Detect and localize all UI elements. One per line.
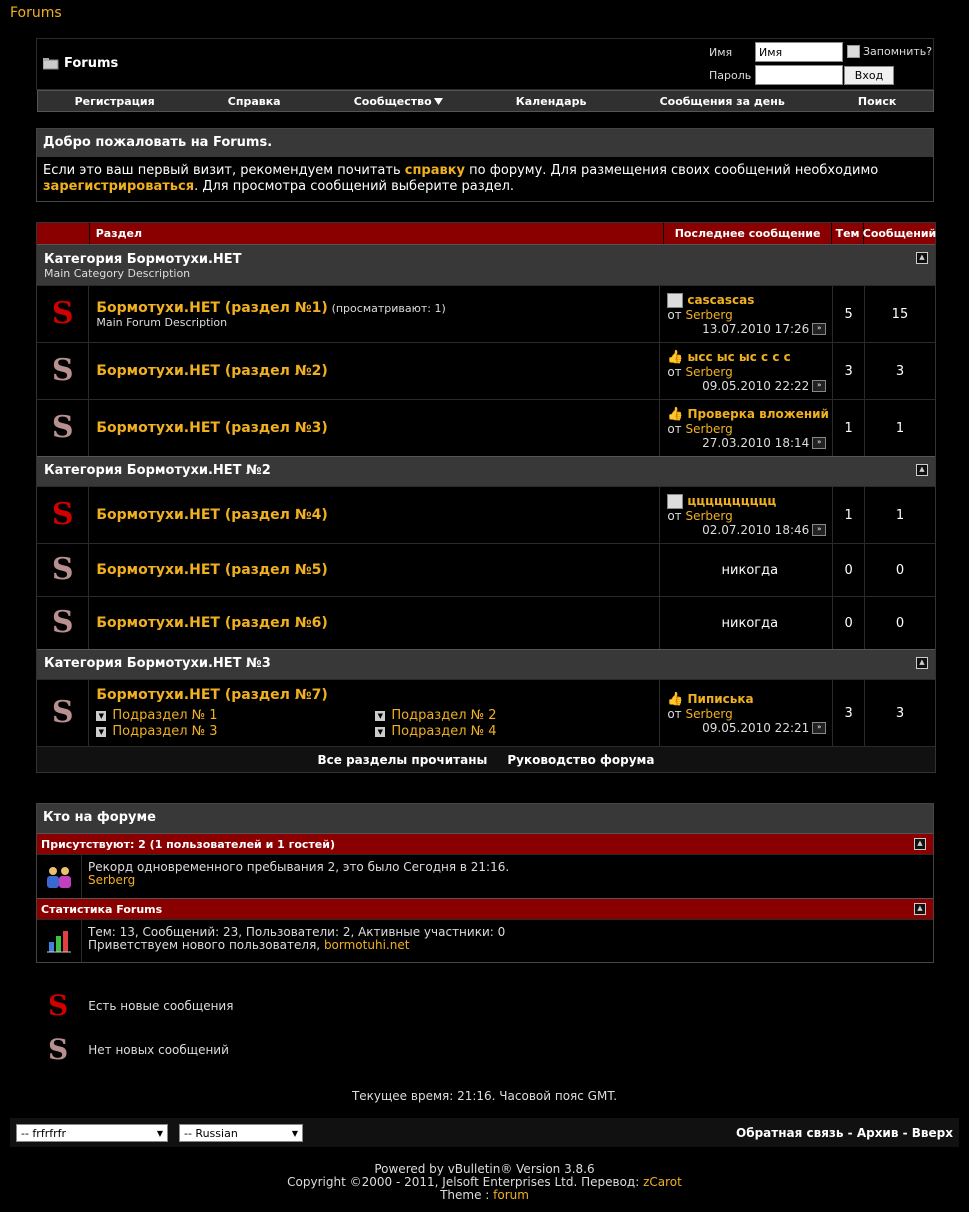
post-count: 1 bbox=[895, 420, 905, 436]
th-icon bbox=[37, 223, 90, 244]
thread-count: 3 bbox=[833, 680, 865, 746]
by-label: от bbox=[667, 364, 682, 379]
online-header bbox=[37, 833, 933, 854]
table-header bbox=[37, 223, 935, 244]
welcome-body bbox=[37, 157, 933, 201]
no-new-posts-icon: S bbox=[51, 353, 74, 388]
password-input[interactable] bbox=[755, 65, 843, 85]
no-new-posts-icon: S bbox=[51, 410, 74, 445]
stats-row bbox=[37, 919, 933, 962]
header bbox=[36, 38, 934, 90]
footer-sep: - bbox=[898, 1126, 912, 1140]
last-post-date: 27.03.2010 18:14 bbox=[702, 435, 810, 450]
copyright-text: Copyright ©2000 - 2011, Jelsoft Enterprises Ltd. Перевод: bbox=[287, 1175, 644, 1189]
welcome-panel bbox=[36, 128, 934, 202]
legend-old-label: Нет новых сообщений bbox=[88, 1043, 229, 1057]
th-last-post: Последнее сообщение bbox=[664, 223, 832, 244]
nav-register[interactable]: Регистрация bbox=[74, 94, 155, 108]
header-title-wrap bbox=[43, 56, 118, 71]
forum-status-icon bbox=[37, 544, 89, 596]
forum-row bbox=[37, 342, 935, 399]
welcome-text-3: . Для просмотра сообщений выберите раздел. bbox=[194, 179, 515, 194]
legend-new-label: Есть новые сообщения bbox=[88, 999, 234, 1013]
last-post-cell bbox=[660, 400, 833, 456]
by-label: от bbox=[667, 706, 682, 721]
thread-count: 1 bbox=[833, 487, 865, 543]
goto-last-post-icon[interactable]: » bbox=[812, 722, 826, 734]
post-count: 1 bbox=[895, 507, 905, 523]
post-count: 0 bbox=[895, 562, 905, 578]
last-post-user[interactable]: Serberg bbox=[685, 421, 733, 436]
collapse-icon[interactable]: ▲ bbox=[914, 903, 926, 915]
thread-count: 0 bbox=[833, 597, 865, 649]
remember-label: Запомнить? bbox=[863, 45, 933, 58]
nav-search[interactable]: Поиск bbox=[857, 94, 897, 108]
top-forums-link[interactable]: Forums bbox=[10, 5, 62, 21]
category-title[interactable]: Категория Бормотухи.НЕТ №2 bbox=[44, 463, 271, 478]
table-bottom-links bbox=[37, 746, 935, 772]
online-row bbox=[37, 854, 933, 898]
post-count: 3 bbox=[895, 363, 905, 379]
last-post-cell bbox=[660, 680, 833, 746]
language-select-value: -- Russian bbox=[184, 1126, 238, 1140]
last-post-title[interactable]: Пиписька bbox=[687, 692, 754, 706]
no-new-posts-icon: S bbox=[51, 552, 74, 587]
forum-viewing: (просматривают: 1) bbox=[331, 301, 446, 315]
collapse-icon[interactable]: ▲ bbox=[916, 657, 928, 669]
forum-cell bbox=[89, 343, 660, 399]
forum-status-icon bbox=[37, 400, 89, 456]
new-posts-icon: S bbox=[48, 989, 69, 1022]
remember-checkbox[interactable] bbox=[847, 45, 860, 58]
post-count: 0 bbox=[895, 615, 905, 631]
by-label: от bbox=[667, 508, 682, 523]
forum-cell bbox=[89, 680, 660, 746]
no-new-posts-icon: S bbox=[51, 605, 74, 640]
subforum-icon: ▼ bbox=[96, 727, 106, 737]
last-post-never: никогда bbox=[721, 615, 779, 631]
language-select[interactable] bbox=[179, 1124, 303, 1142]
chevron-down-icon: ▼ bbox=[156, 1128, 163, 1138]
legend-old bbox=[48, 1035, 229, 1065]
new-posts-icon: S bbox=[51, 497, 74, 532]
forum-row bbox=[37, 399, 935, 456]
online-header-text: Присутствуют: 2 (1 пользователей и 1 гостей) bbox=[41, 837, 335, 851]
theme-label: Theme : bbox=[440, 1188, 494, 1202]
whos-online-panel bbox=[36, 803, 934, 963]
last-post-user[interactable]: Serberg bbox=[685, 508, 733, 523]
online-user-link[interactable]: Serberg bbox=[88, 873, 136, 887]
forum-title-link[interactable]: Бормотухи.НЕТ (раздел №5) bbox=[96, 562, 328, 578]
category-header bbox=[37, 244, 935, 285]
subforum-link[interactable]: Подраздел № 3 bbox=[112, 723, 218, 739]
style-select-value: -- frfrfrfr bbox=[21, 1126, 67, 1140]
style-select[interactable] bbox=[16, 1124, 168, 1142]
th-forum: Раздел bbox=[90, 223, 664, 244]
forum-row bbox=[37, 679, 935, 746]
by-label: от bbox=[667, 421, 682, 436]
last-post-cell bbox=[660, 286, 833, 342]
thread-count: 3 bbox=[833, 343, 865, 399]
stats-header bbox=[37, 898, 933, 919]
new-user-link[interactable]: bormotuhi.net bbox=[323, 938, 410, 952]
last-post-cell bbox=[660, 343, 833, 399]
by-label: от bbox=[667, 307, 682, 322]
username-label: Имя bbox=[709, 46, 733, 59]
stats-svg bbox=[45, 928, 73, 954]
stats-text bbox=[82, 920, 511, 962]
login-button[interactable]: Вход bbox=[844, 66, 894, 85]
thumbs-up-icon: 👍 bbox=[667, 691, 684, 707]
category-description: Main Category Description bbox=[44, 267, 191, 280]
stats-header-text: Статистика Forums bbox=[41, 902, 163, 916]
last-post-user[interactable]: Serberg bbox=[685, 706, 733, 721]
thread-count: 0 bbox=[833, 544, 865, 596]
forum-title-link[interactable]: Бормотухи.НЕТ (раздел №6) bbox=[96, 615, 328, 631]
last-post-never: никогда bbox=[721, 562, 779, 578]
forum-row bbox=[37, 486, 935, 543]
forum-status-icon bbox=[37, 680, 89, 746]
powered-by: Powered by vBulletin® Version 3.8.6 bbox=[374, 1162, 595, 1176]
category-title[interactable]: Категория Бормотухи.НЕТ bbox=[44, 252, 242, 267]
subforum-link[interactable]: Подраздел № 2 bbox=[391, 707, 497, 723]
mark-all-read-link[interactable]: Все разделы прочитаны bbox=[317, 752, 488, 767]
document-icon bbox=[667, 293, 683, 308]
last-post-title[interactable]: Проверка вложений bbox=[687, 407, 829, 421]
goto-last-post-icon[interactable]: » bbox=[812, 323, 826, 335]
password-label: Пароль bbox=[709, 69, 752, 82]
forum-row bbox=[37, 543, 935, 596]
forum-status-icon bbox=[37, 343, 89, 399]
folder-icon bbox=[43, 58, 59, 70]
forum-cell bbox=[89, 544, 660, 596]
navbar bbox=[37, 90, 934, 112]
post-count: 15 bbox=[891, 306, 909, 322]
category-header bbox=[37, 649, 935, 679]
translator-link[interactable]: zCarot bbox=[643, 1175, 682, 1189]
welcome-new-text: Приветствуем нового пользователя, bbox=[88, 938, 324, 952]
faq-link[interactable]: справку bbox=[404, 163, 466, 178]
forum-cell bbox=[89, 487, 660, 543]
top-link[interactable]: Вверх bbox=[911, 1126, 953, 1140]
users-online-icon bbox=[37, 855, 82, 898]
goto-last-post-icon[interactable]: » bbox=[812, 380, 826, 392]
no-new-posts-icon: S bbox=[48, 1033, 69, 1066]
thumbs-up-icon: 👍 bbox=[667, 406, 684, 422]
category-title[interactable]: Категория Бормотухи.НЕТ №3 bbox=[44, 656, 271, 671]
current-time: Текущее время: 21:16. Часовой пояс GMT. bbox=[351, 1089, 618, 1103]
subforum-icon: ▼ bbox=[375, 727, 385, 737]
th-posts: Сообщений bbox=[862, 227, 937, 240]
nav-community[interactable] bbox=[354, 95, 443, 108]
subforum-link[interactable]: Подраздел № 4 bbox=[391, 723, 497, 739]
forum-table bbox=[36, 222, 936, 773]
username-input[interactable] bbox=[755, 42, 843, 62]
last-post-user[interactable]: Serberg bbox=[685, 364, 733, 379]
subforum-list bbox=[96, 708, 659, 740]
collapse-icon[interactable]: ▲ bbox=[914, 838, 926, 850]
thread-count: 1 bbox=[833, 400, 865, 456]
forum-title-link[interactable]: Бормотухи.НЕТ (раздел №2) bbox=[96, 363, 328, 379]
forum-title-link[interactable]: Бормотухи.НЕТ (раздел №4) bbox=[96, 507, 328, 523]
archive-link[interactable]: Архив bbox=[856, 1126, 899, 1140]
welcome-text-2: по форуму. Для размещения своих сообщений необходимо bbox=[465, 163, 879, 178]
stats-line: Тем: 13, Сообщений: 23, Пользователи: 2, Активные участники: 0 bbox=[88, 925, 506, 939]
subforum-icon: ▼ bbox=[375, 711, 385, 721]
collapse-icon[interactable]: ▲ bbox=[916, 464, 928, 476]
nav-calendar[interactable]: Календарь bbox=[515, 94, 587, 108]
forum-status-icon bbox=[37, 487, 89, 543]
forum-leaders-link[interactable]: Руководство форума bbox=[507, 752, 655, 767]
last-post-cell bbox=[660, 597, 833, 649]
last-post-user[interactable]: Serberg bbox=[685, 307, 733, 322]
forum-title-link[interactable]: Бормотухи.НЕТ (раздел №3) bbox=[96, 420, 328, 436]
nav-community-label: Сообщество bbox=[353, 94, 432, 108]
forum-cell bbox=[89, 286, 660, 342]
last-post-cell bbox=[660, 487, 833, 543]
last-post-date: 13.07.2010 17:26 bbox=[702, 321, 810, 336]
forum-row bbox=[37, 596, 935, 649]
online-text bbox=[82, 855, 515, 898]
footer-sep: - bbox=[843, 1126, 857, 1140]
forum-description: Main Forum Description bbox=[96, 315, 228, 329]
last-post-title[interactable]: цццццццццц bbox=[687, 494, 777, 508]
no-new-posts-icon: S bbox=[51, 695, 74, 730]
whos-online-title: Кто на форуме bbox=[37, 804, 933, 833]
forum-cell bbox=[89, 400, 660, 456]
forum-status-icon bbox=[37, 286, 89, 342]
forum-title-link[interactable]: Бормотухи.НЕТ (раздел №1) bbox=[96, 299, 328, 316]
post-count: 3 bbox=[895, 705, 905, 721]
record-text: Рекорд одновременного пребывания 2, это было Сегодня в 21:16. bbox=[88, 860, 510, 874]
thread-count: 5 bbox=[833, 286, 865, 342]
last-post-title[interactable]: ысс ыс ыс с с с bbox=[687, 350, 791, 364]
thumbs-up-icon: 👍 bbox=[667, 349, 684, 365]
collapse-icon[interactable]: ▲ bbox=[916, 252, 928, 264]
remember-wrap bbox=[847, 45, 932, 58]
contact-link[interactable]: Обратная связь bbox=[736, 1126, 844, 1140]
footer-links bbox=[736, 1126, 953, 1140]
nav-help[interactable]: Справка bbox=[227, 94, 281, 108]
forum-status-icon bbox=[37, 597, 89, 649]
last-post-date: 09.05.2010 22:21 bbox=[702, 720, 810, 735]
welcome-text-1: Если это ваш первый визит, рекомендуем почитать bbox=[43, 163, 405, 178]
footer-bar bbox=[10, 1118, 959, 1147]
header-title: Forums bbox=[64, 56, 119, 71]
forum-title-link[interactable]: Бормотухи.НЕТ (раздел №7) bbox=[96, 686, 328, 703]
last-post-cell bbox=[660, 544, 833, 596]
copyright-block bbox=[0, 1163, 969, 1202]
users-svg bbox=[44, 864, 74, 890]
nav-todays-posts[interactable]: Сообщения за день bbox=[659, 94, 785, 108]
welcome-title: Добро пожаловать на Forums. bbox=[37, 129, 933, 157]
goto-last-post-icon[interactable]: » bbox=[812, 437, 826, 449]
register-link[interactable]: зарегистрироваться bbox=[43, 179, 195, 194]
theme-link[interactable]: forum bbox=[493, 1188, 529, 1202]
last-post-date: 09.05.2010 22:22 bbox=[702, 378, 810, 393]
category-header bbox=[37, 456, 935, 486]
new-posts-icon: S bbox=[51, 296, 74, 331]
subforum-link[interactable]: Подраздел № 1 bbox=[112, 707, 218, 723]
stats-chart-icon bbox=[37, 920, 82, 962]
th-threads: Тем bbox=[832, 223, 864, 244]
legend-new bbox=[48, 991, 233, 1021]
last-post-date: 02.07.2010 18:46 bbox=[702, 522, 810, 537]
chevron-down-icon: ▼ bbox=[291, 1128, 298, 1138]
forum-cell bbox=[89, 597, 660, 649]
document-icon bbox=[667, 494, 683, 509]
forum-row bbox=[37, 285, 935, 342]
last-post-title[interactable]: cascascas bbox=[687, 293, 755, 307]
goto-last-post-icon[interactable]: » bbox=[812, 524, 826, 536]
caret-down-icon bbox=[434, 98, 443, 105]
subforum-icon: ▼ bbox=[96, 711, 106, 721]
